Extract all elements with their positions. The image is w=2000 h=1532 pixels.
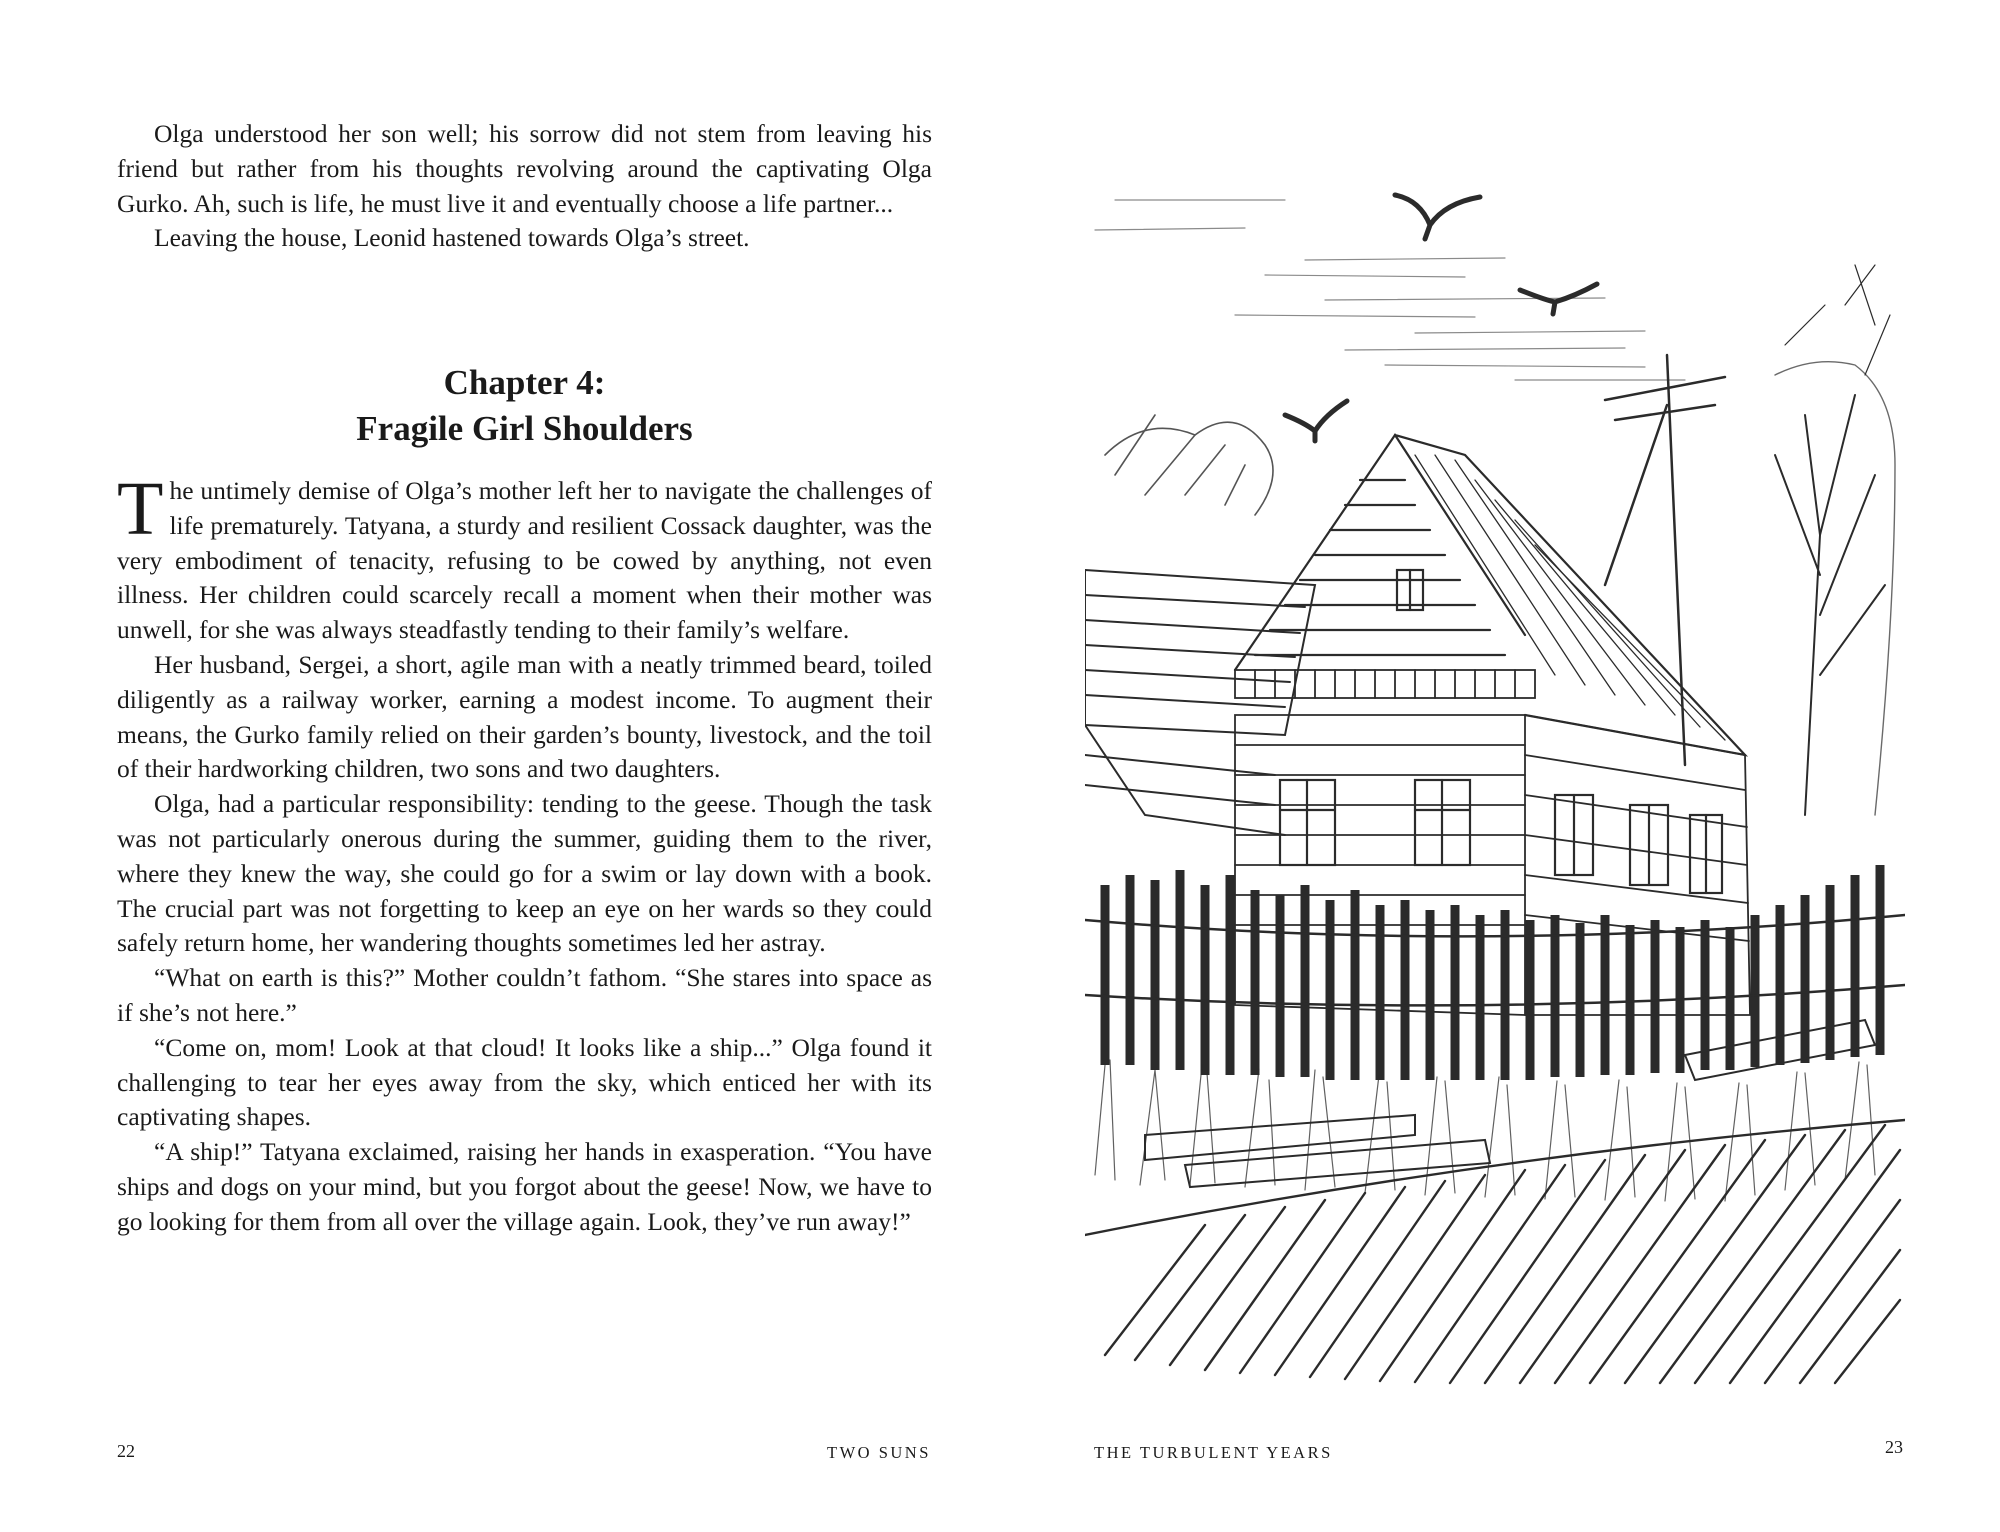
chapter-number: Chapter 4: (443, 363, 606, 402)
paragraph-text: he untimely demise of Olga’s mother left her to navigate the challenges of life prematurely. Tatyana, a sturdy and resilient Cossack daughter, was the very embodiment of tenacity, refusing to be cowed by anything, not even illness. Her children could scarcely recall a moment when their mother was unwell, for she was always steadfastly tending to their family’s welfare. (117, 476, 932, 645)
tree-sketch (1105, 415, 1273, 515)
bird-icon (1395, 195, 1480, 239)
tree-sketch (1775, 265, 1895, 815)
paragraph: Olga, had a particular responsibility: tending to the geese. Though the task was not particularly onerous during the summer, guiding them to the river, where they knew the way, she could go for a swim or lay down with a book. The crucial part was not forgetting to keep an eye on her wards so they could safely return home, her wandering thoughts sometimes led her astray. (117, 789, 932, 958)
house-windows (1280, 780, 1722, 893)
page-number-right: 23 (1885, 1437, 1903, 1457)
drop-cap: T (117, 467, 164, 551)
road-hatching (1085, 1120, 1905, 1383)
paragraph: Her husband, Sergei, a short, agile man with a neatly trimmed beard, toiled diligently as a railway worker, earning a modest income. To augment their means, the Gurko family relied on their garden’s bounty, livestock, and the toil of their hardworking children, two sons and two daughters. (117, 649, 932, 784)
paragraph: “A ship!” Tatyana exclaimed, raising her hands in exasperation. “You have ships and dogs on your mind, but you forgot about the geese! Now, we have to go looking for them from all over the village again. Look, they’ve run away!” (117, 1137, 932, 1236)
eaves-trim (1235, 670, 1535, 698)
page-number-left: 22 (117, 1441, 135, 1461)
chapter-heading (117, 360, 932, 452)
chapter-text (117, 467, 932, 1240)
right-page (1000, 0, 2000, 1532)
chapter-title: Fragile Girl Shoulders (356, 409, 693, 448)
sky-hatching (1095, 200, 1685, 380)
paragraph: Leaving the house, Leonid hastened towards Olga’s street. (154, 223, 750, 253)
paragraph: “What on earth is this?” Mother couldn’t fathom. “She stares into space as if she’s not here.” (117, 963, 932, 1027)
chapter-first-paragraph (117, 467, 932, 648)
picket-fence (1105, 865, 1880, 1080)
running-head-right: THE TURBULENT YEARS (1094, 1443, 1333, 1462)
running-head-left: TWO SUNS (827, 1443, 931, 1462)
bird-icon (1285, 401, 1347, 441)
house-sketch-illustration (1085, 115, 1905, 1390)
paragraph: Olga understood her son well; his sorrow did not stem from leaving his friend but rather from his thoughts revolving around the captivating Olga Gurko. Ah, such is life, he must live it and eventually choose a life partner... (117, 119, 932, 218)
opening-text (117, 117, 932, 256)
paragraph: “Come on, mom! Look at that cloud! It looks like a ship...” Olga found it challenging to tear her eyes away from the sky, which enticed her with its captivating shapes. (117, 1032, 932, 1132)
